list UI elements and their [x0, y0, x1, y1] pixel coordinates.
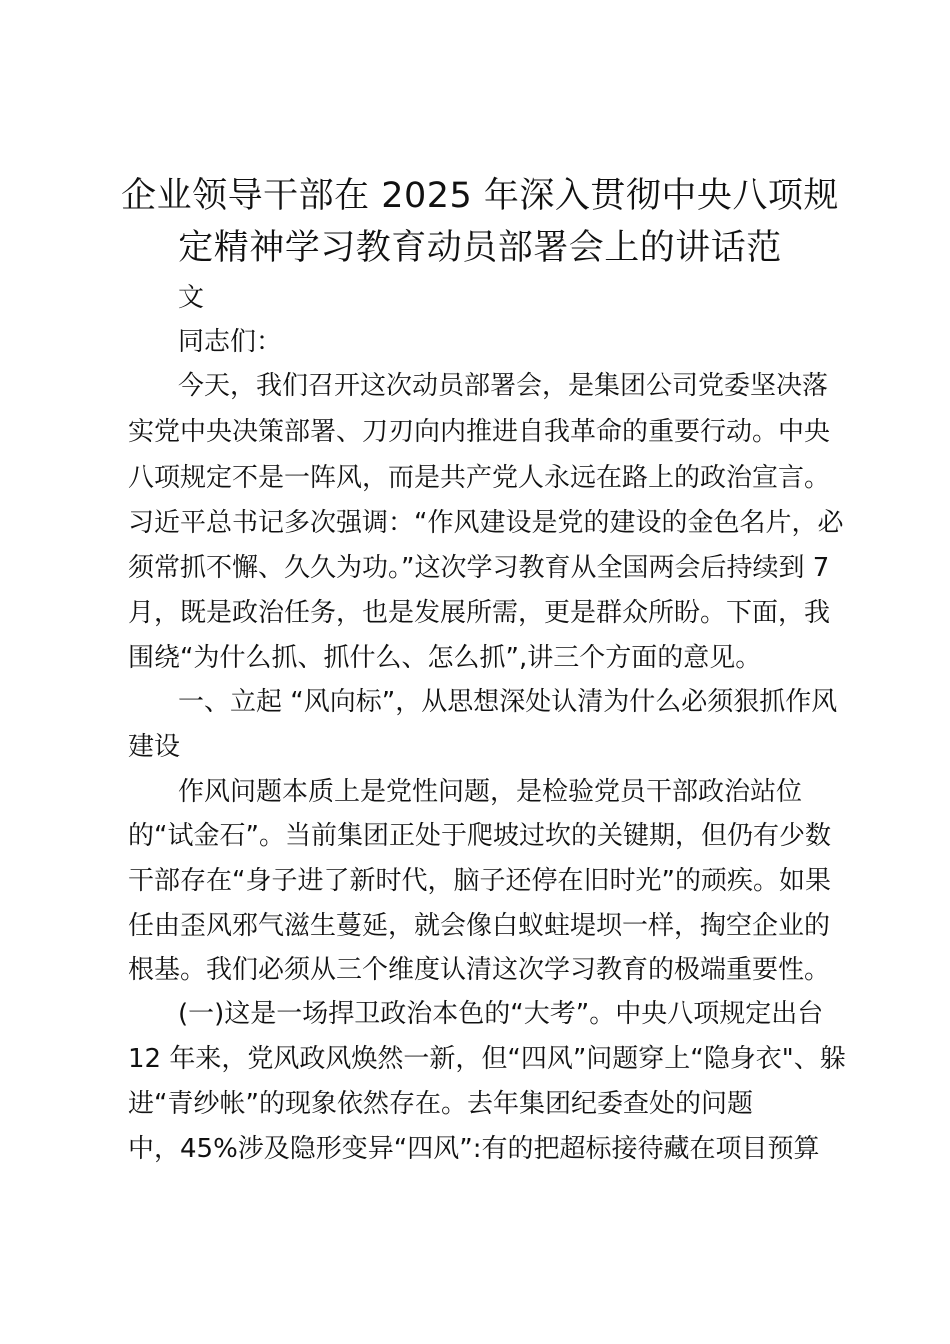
- body-line: 须常抓不懈、久久为功。”这次学习教育从全国两会后持续到 7: [128, 553, 830, 583]
- body-line: 中，45%涉及隐形变异“四风”:有的把超标接待藏在项目预算: [128, 1134, 820, 1164]
- body-line: 干部存在“身子进了新时代，脑子还停在旧时光”的顽疾。如果: [128, 866, 831, 896]
- title-continuation: 文: [178, 283, 205, 313]
- body-line: 今天，我们召开这次动员部署会，是集团公司党委坚决落: [178, 371, 829, 401]
- body-line: 八项规定不是一阵风，而是共产党人永远在路上的政治宣言。: [128, 463, 831, 493]
- body-line: 根基。我们必须从三个维度认清这次学习教育的极端重要性。: [128, 955, 831, 985]
- body-line: 12 年来，党风政风焕然一新，但“四风”问题穿上“隐身衣"、躲: [128, 1044, 846, 1074]
- body-line: 作风问题本质上是党性问题，是检验党员干部政治站位: [178, 777, 803, 807]
- document-title-line-1: 企业领导干部在 2025 年深入贯彻中央八项规: [121, 176, 839, 216]
- document-title-line-2: 定精神学习教育动员部署会上的讲话范: [178, 228, 782, 268]
- salutation: 同志们：: [178, 327, 283, 357]
- body-line: 月，既是政治任务，也是发展所需，更是群众所盼。下面，我: [128, 598, 831, 628]
- body-line: 进“青纱帐”的现象依然存在。去年集团纪委查处的问题: [128, 1089, 753, 1119]
- body-line: 的“试金石”。当前集团正处于爬坡过坎的关键期，但仍有少数: [128, 821, 831, 851]
- body-line: (一)这是一场捍卫政治本色的“大考”。中央八项规定出台: [178, 999, 824, 1029]
- body-line: 实党中央决策部署、刀刃向内推进自我革命的重要行动。中央: [128, 417, 831, 447]
- body-line: 习近平总书记多次强调：“作风建设是党的建设的金色名片，必: [128, 508, 844, 538]
- section-heading: 建设: [128, 732, 181, 762]
- body-line: 围绕“为什么抓、抓什么、怎么抓”,讲三个方面的意见。: [128, 643, 762, 673]
- body-line: 任由歪风邪气滋生蔓延，就会像白蚁蛀堤坝一样，掏空企业的: [128, 911, 831, 941]
- section-heading: 一、立起 “风向标”，从思想深处认清为什么必须狠抓作风: [178, 687, 838, 717]
